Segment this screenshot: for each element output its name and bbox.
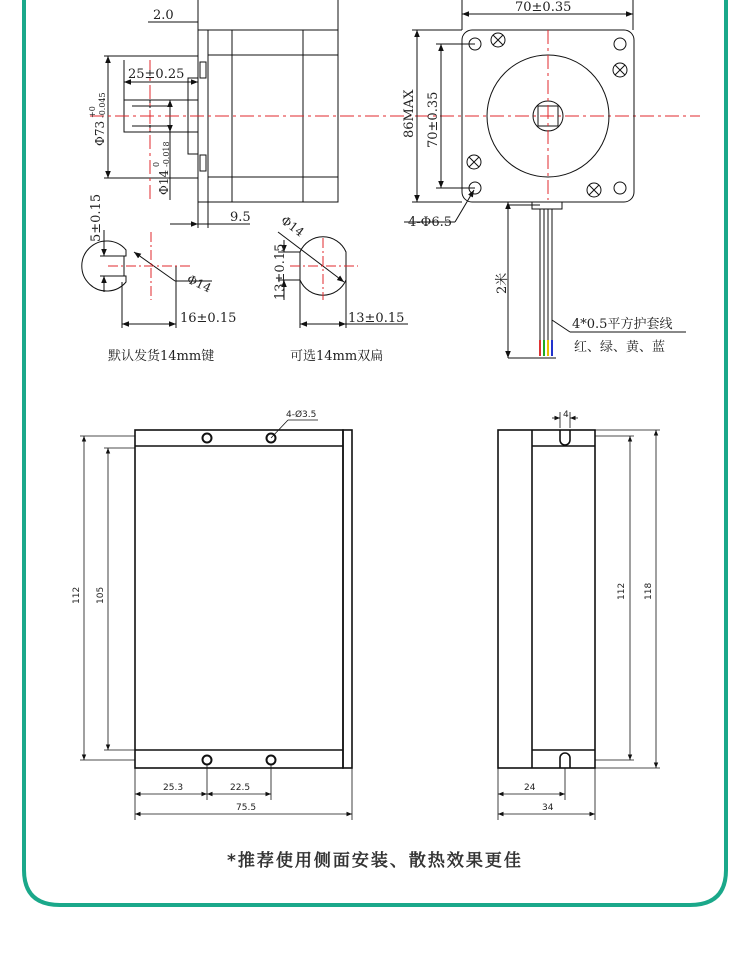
dim-side-112: 112 — [617, 582, 627, 600]
motor-side-view — [104, 0, 338, 228]
dim-25: 25±0.25 — [128, 67, 185, 82]
dim-2-0: 2.0 — [153, 8, 174, 23]
caption-flat: 可选14mm双扁 — [290, 349, 384, 364]
dim-70-top: 70±0.35 — [515, 0, 572, 15]
dim-phi73-tol-bottom: -0.045 — [98, 92, 107, 118]
driver-side-view — [498, 412, 660, 820]
dim-key-5: 5±0.15 — [89, 193, 104, 242]
dim-phi73-tol-top: +0 — [88, 106, 97, 118]
dim-key-16: 16±0.15 — [180, 311, 237, 326]
dim-driver-112: 112 — [72, 586, 82, 604]
green-frame — [24, 0, 726, 905]
dim-70-side: 70±0.35 — [426, 91, 441, 148]
dim-flat-13-side: 13±0.15 — [273, 243, 288, 300]
wire-colors — [540, 340, 552, 356]
dim-driver-holes: 4-Ø3.5 — [286, 410, 317, 420]
dim-flat-phi14: Φ14 — [278, 213, 307, 240]
dim-phi14-tol-bottom: -0.018 — [162, 141, 171, 167]
dim-side-24: 24 — [524, 783, 536, 793]
dim-driver-25-3: 25.3 — [163, 783, 184, 793]
dim-phi14: Φ14 — [157, 169, 171, 195]
dim-side-4: 4 — [563, 410, 569, 420]
dim-phi14-tol-top: 0 — [152, 161, 161, 167]
dim-side-118: 118 — [644, 582, 654, 600]
dim-86max: 86MAX — [402, 89, 417, 138]
dim-holes-front: 4-Φ6.5 — [408, 215, 452, 230]
dim-phi14-group — [152, 141, 171, 195]
dim-key-phi14: Φ14 — [184, 272, 214, 296]
dim-phi73-group — [88, 92, 107, 146]
dim-9-5: 9.5 — [230, 210, 251, 225]
dim-phi73: Φ73 — [93, 120, 107, 146]
dim-flat-13-bottom: 13±0.15 — [348, 311, 405, 326]
caption-key: 默认发货14mm键 — [108, 349, 215, 364]
dim-driver-22-5: 22.5 — [230, 783, 251, 793]
cable-note-colors: 红、绿、黄、蓝 — [574, 340, 666, 355]
dim-side-34: 34 — [542, 803, 554, 813]
dim-driver-105: 105 — [96, 586, 106, 604]
footer-note: *推荐使用侧面安装、散热效果更佳 — [227, 851, 523, 871]
driver-front-view — [80, 420, 352, 820]
motor-front-view — [404, 0, 686, 358]
cable-note-spec: 4*0.5平方护套线 — [572, 317, 673, 332]
dim-driver-75-5: 75.5 — [236, 803, 257, 813]
dim-cable-length: 2米 — [495, 272, 510, 294]
